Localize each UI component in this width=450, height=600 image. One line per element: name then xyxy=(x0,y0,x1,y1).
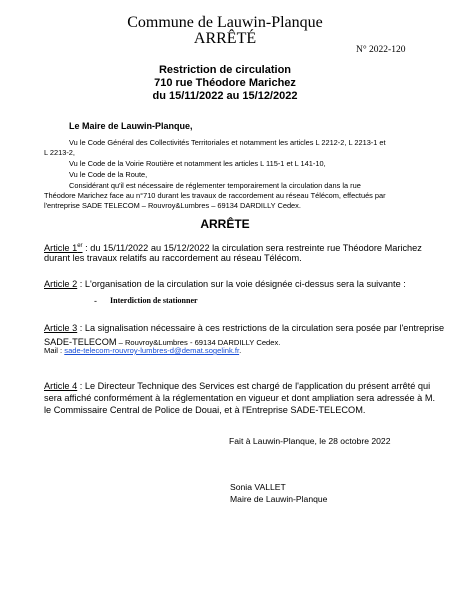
article-1-label: Article 1er xyxy=(44,243,83,254)
article-1-line-2: durant les travaux relatifs au raccordement au réseau Télécom. xyxy=(44,253,302,263)
vu-voirie: Vu le Code de la Voirie Routière et notamment les articles L 115-1 et L 141-10, xyxy=(69,159,326,168)
article-2-line: Article 2 : L'organisation de la circulation sur la voie désignée ci-dessus sera la suivante : xyxy=(44,279,406,289)
considerant-line-1: Considérant qu'il est nécessaire de réglementer temporairement la circulation dans la rue xyxy=(69,181,361,190)
arrete-heading: ARRÊTE xyxy=(200,217,250,231)
signatory-name: Sonia VALLET xyxy=(230,482,286,492)
signatory-role: Maire de Lauwin-Planque xyxy=(230,494,328,504)
vu-route: Vu le Code de la Route, xyxy=(69,170,148,179)
contact-email-link[interactable]: sade-telecom-rouvroy-lumbres-d@demat.sogelink.fr xyxy=(64,346,240,355)
vu-cgct-line-2: L 2213-2, xyxy=(44,148,75,157)
article-4-label: Article 4 xyxy=(44,381,78,391)
article-2-label: Article 2 xyxy=(44,279,78,289)
no-parking-item: Interdiction de stationner xyxy=(110,296,198,305)
vu-cgct-line-1: Vu le Code Général des Collectivités Territoriales et notamment les articles L 2212-2, L 2213-1 et xyxy=(69,138,386,147)
article-3-label: Article 3 xyxy=(44,323,78,333)
mayor-heading: Le Maire de Lauwin-Planque, xyxy=(69,121,193,131)
article-4-line-2: sera affiché conformément à la réglementation en vigueur et dont ampliation sera adressée à M. xyxy=(44,393,436,403)
considerant-line-3: l'entreprise SADE TELECOM – Rouvroy&Lumbres – 69134 DARDILLY Cedex. xyxy=(44,201,301,210)
article-3-mail-line: Mail : sade-telecom-rouvroy-lumbres-d@demat.sogelink.fr. xyxy=(44,346,242,355)
list-dash: - xyxy=(94,296,97,306)
subject-line-2: 710 rue Théodore Marichez xyxy=(154,77,296,89)
article-3-line-2: SADE-TELECOM – Rouvroy&Lumbres - 69134 DARDILLY Cedex. xyxy=(44,337,281,347)
article-4-line-1: Article 4 : Le Directeur Technique des Services est chargé de l'application du présent arrêté qui xyxy=(44,381,431,391)
article-3-line-1: Article 3 : La signalisation nécessaire à ces restrictions de la circulation sera posée par l'entreprise xyxy=(44,323,445,333)
arrete-reference: N° 2022-120 xyxy=(356,45,406,55)
article-1-line-1: Article 1er : du 15/11/2022 au 15/12/2022 la circulation sera restreinte rue Théodore Marichez xyxy=(44,243,422,254)
document-title: ARRÊTÉ xyxy=(193,30,257,47)
commune-name: Commune de Lauwin-Planque xyxy=(127,14,323,31)
subject-line-1: Restriction de circulation xyxy=(158,64,292,76)
subject-line-3: du 15/11/2022 au 15/12/2022 xyxy=(152,90,298,102)
place-and-date: Fait à Lauwin-Planque, le 28 octobre 2022 xyxy=(229,436,391,446)
article-4-line-3: le Commissaire Central de Police de Douai, et à l'Entreprise SADE-TELECOM. xyxy=(44,405,366,415)
considerant-line-2: Théodore Marichez face au n°710 durant les travaux de raccordement au réseau Télécom, effectués par xyxy=(44,191,386,200)
